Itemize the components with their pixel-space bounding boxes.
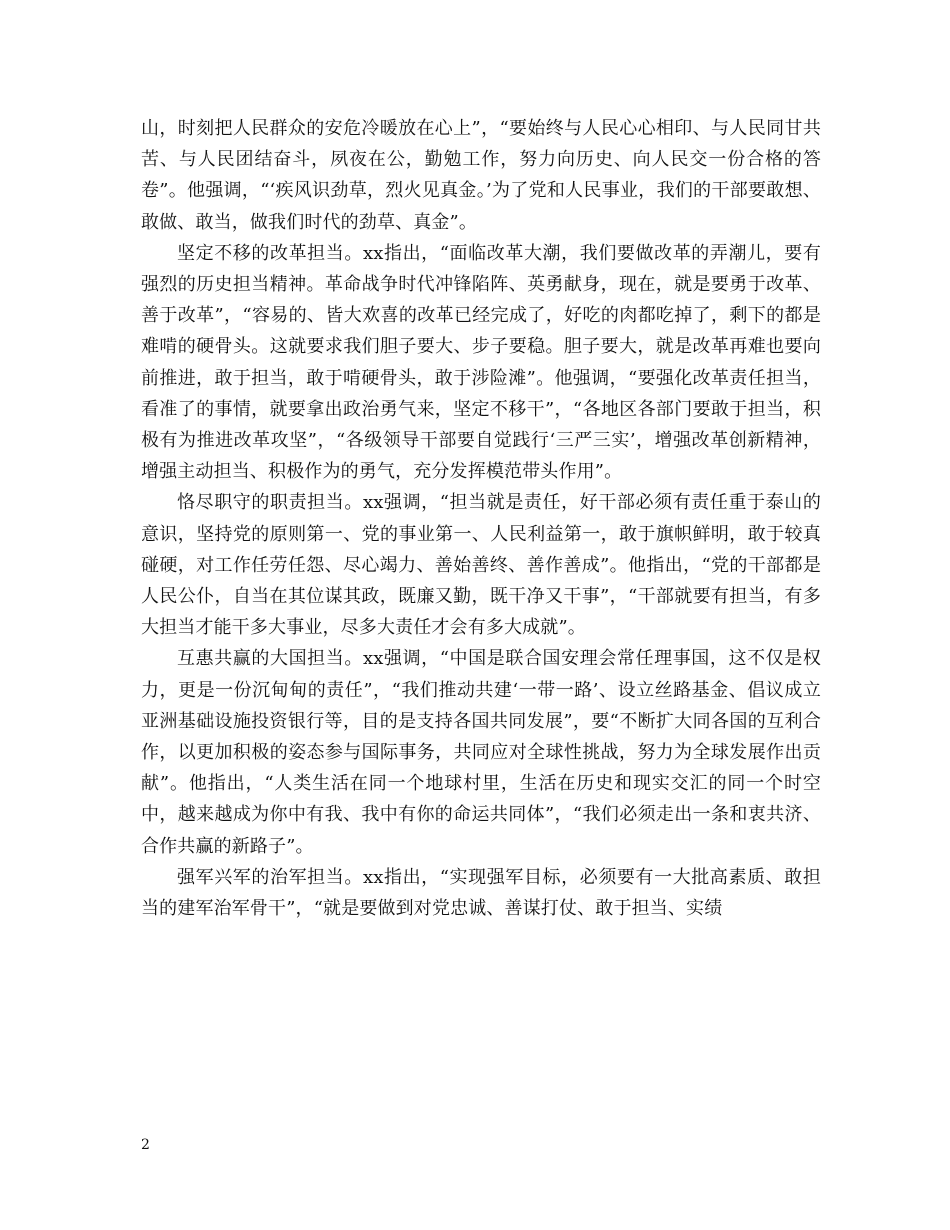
paragraph-major-power: 互惠共赢的大国担当。xx强调，“中国是联合国安理会常任理事国，这不仅是权力，更是一份沉甸甸的责任”，“我们推动共建‘一带一路’、设立丝路基金、倡议成立亚洲基础设施投资银行等，目的是支持各国共同发展”，要“不断扩大同各国的互利合作，以更加积极的姿态参与国际事务，共同应对全球性挑战，努力为全球发展作出贡献”。他指出，“人类生活在同一个地球村里，生活在历史和现实交汇的同一个时空中，越来越成为你中有我、我中有你的命运共同体”，“我们必须走出一条和衷共济、合作共赢的新路子”。 <box>141 648 821 857</box>
paragraph-military: 强军兴军的治军担当。xx指出，“实现强军目标，必须要有一大批高素质、敢担当的建军治军骨干”，“就是要做到对党忠诚、善谋打仗、敢于担当、实绩 <box>141 866 821 920</box>
paragraph-continued: 山，时刻把人民群众的安危冷暖放在心上”，“要始终与人民心心相印、与人民同甘共苦、与人民团结奋斗，夙夜在公，勤勉工作，努力向历史、向人民交一份合格的答卷”。他强调，“‘疾风识劲草，烈火见真金。’为了党和人民事业，我们的干部要敢想、敢做、敢当，做我们时代的劲草、真金”。 <box>141 118 821 233</box>
paragraph-duty: 恪尽职守的职责担当。xx强调，“担当就是责任，好干部必须有责任重于泰山的意识，坚持党的原则第一、党的事业第一、人民利益第一，敢于旗帜鲜明，敢于较真碰硬，对工作任劳任怨、尽心竭力、善始善终、善作善成”。他指出，“党的干部都是人民公仆，自当在其位谋其政，既廉又勤，既干净又干事”，“干部就要有担当，有多大担当才能干多大事业，尽多大责任才会有多大成就”。 <box>141 492 821 639</box>
page-number: 2 <box>141 1137 150 1153</box>
document-body <box>141 113 821 924</box>
paragraph-reform: 坚定不移的改革担当。xx指出，“面临改革大潮，我们要做改革的弄潮儿，要有强烈的历史担当精神。革命战争时代冲锋陷阵、英勇献身，现在，就是要勇于改革、善于改革”，“容易的、皆大欢喜的改革已经完成了，好吃的肉都吃掉了，剩下的都是难啃的硬骨头。这就要求我们胆子要大、步子要稳。胆子要大，就是改革再难也要向前推进，敢于担当，敢于啃硬骨头，敢于涉险滩”。他强调，“要强化改革责任担当，看准了的事情，就要拿出政治勇气来，坚定不移干”，“各地区各部门要敢于担当，积极有为推进改革攻坚”，“各级领导干部要自觉践行‘三严三实’，增强改革创新精神，增强主动担当、积极作为的勇气，充分发挥模范带头作用”。 <box>141 242 821 483</box>
